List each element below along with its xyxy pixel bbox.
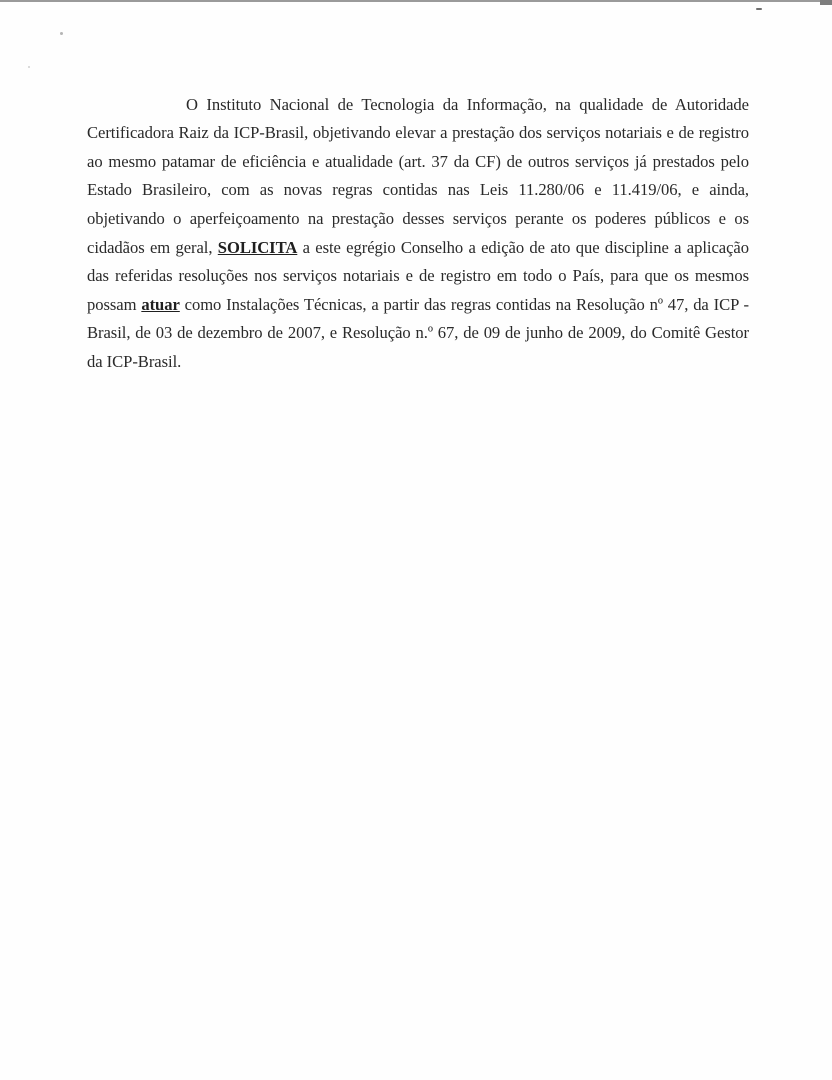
scan-speck [60, 32, 63, 35]
scan-speck [756, 8, 762, 10]
paragraph-text-part-3: como Instalações Técnicas, a partir das regras contidas na Resolução nº 47, da ICP - Brasil, de 03 de dezembro de 2007, e Resolução n.º 67, de 09 de junho de 2009, do Comitê Gestor da ICP-Brasil. [87, 294, 749, 371]
scan-corner-mark [820, 0, 832, 5]
scan-top-edge [0, 0, 832, 2]
atuar-emphasis: atuar [141, 294, 180, 314]
scan-speck [28, 66, 30, 68]
body-paragraph [87, 91, 749, 377]
paragraph-text-part-2: a este egrégio Conselho a edição de ato que discipline a aplicação das referidas resoluções nos serviços notariais e de registro em todo o País, para que os mesmos possam [87, 237, 749, 314]
paragraph-text-part-1: O Instituto Nacional de Tecnologia da Informação, na qualidade de Autoridade Certificadora Raiz da ICP-Brasil, objetivando elevar a prestação dos serviços notariais e de registro ao mesmo patamar de eficiência e atualidade (art. 37 da CF) de outros serviços já prestados pelo Estado Brasileiro, com as novas regras contidas nas Leis 11.280/06 e 11.419/06, e ainda, objetivando o aperfeiçoamento na prestação desses serviços perante os poderes públicos e os cidadãos em geral, [87, 94, 749, 257]
solicita-emphasis: SOLICITA [217, 237, 298, 257]
